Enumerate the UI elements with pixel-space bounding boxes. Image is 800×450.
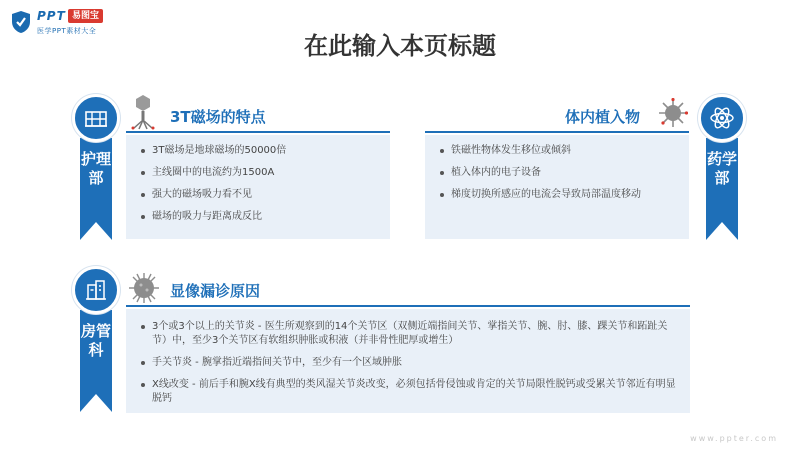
badge-label: 房管科 [80, 322, 111, 359]
footer-url: www.ppter.com [690, 434, 778, 443]
list-item: 强大的磁场吸力看不见 [140, 188, 382, 202]
logo-subtitle: 医学PPT素材大全 [37, 27, 97, 35]
list-item: 梯度切换所感应的电流会导致局部温度移动 [439, 188, 681, 202]
page-title: 在此输入本页标题 [304, 32, 496, 60]
logo-badge: 易图宝 [68, 9, 103, 23]
list-item: 磁场的吸力与距离成反比 [140, 210, 382, 224]
section-title: 3T磁场的特点 [170, 108, 266, 126]
logo-brand: PPT [37, 9, 66, 23]
atom-icon [698, 94, 746, 142]
list-item: 铁磁性物体发生移位或倾斜 [439, 144, 681, 158]
section-title: 显像漏诊原因 [170, 282, 261, 300]
section-divider [126, 305, 690, 307]
list-item: X线改变 - 前后手和腕X线有典型的类风湿关节炎改变，必须包括骨侵蚀或肯定的关节局限性脱钙或受累关节邻近有明显脱钙 [140, 378, 680, 406]
list-item: 手关节炎 - 腕掌指近端指间关节中，至少有一个区域肿胀 [140, 356, 680, 370]
office-building-icon [72, 266, 120, 314]
list-item: 植入体内的电子设备 [439, 166, 681, 180]
features-panel [126, 135, 390, 239]
section-divider [425, 131, 689, 133]
badge-label: 护理部 [80, 150, 111, 187]
pharmacy-badge [698, 94, 746, 244]
virus-icon [658, 98, 688, 128]
section-divider [126, 131, 390, 133]
causes-panel [126, 309, 690, 413]
implants-panel [425, 135, 689, 239]
badge-label: 药学部 [706, 150, 737, 187]
bacteriophage-icon [130, 94, 156, 130]
list-item: 主线圈中的电流约为1500A [140, 166, 382, 180]
section-title: 体内植入物 [565, 108, 641, 126]
list-item: 3个或3个以上的关节炎 - 医生所观察到的14个关节区（双侧近端指间关节、掌指关节、腕、肘、膝、踝关节和跖趾关节）中，至少3个关节区有软组织肿胀或积液（并非骨性肥厚或增生） [140, 320, 680, 348]
nursing-badge [72, 94, 120, 244]
hospital-building-icon [72, 94, 120, 142]
housing-badge [72, 266, 120, 386]
virus-icon [128, 272, 160, 304]
list-item: 3T磁场是地球磁场的50000倍 [140, 144, 382, 158]
